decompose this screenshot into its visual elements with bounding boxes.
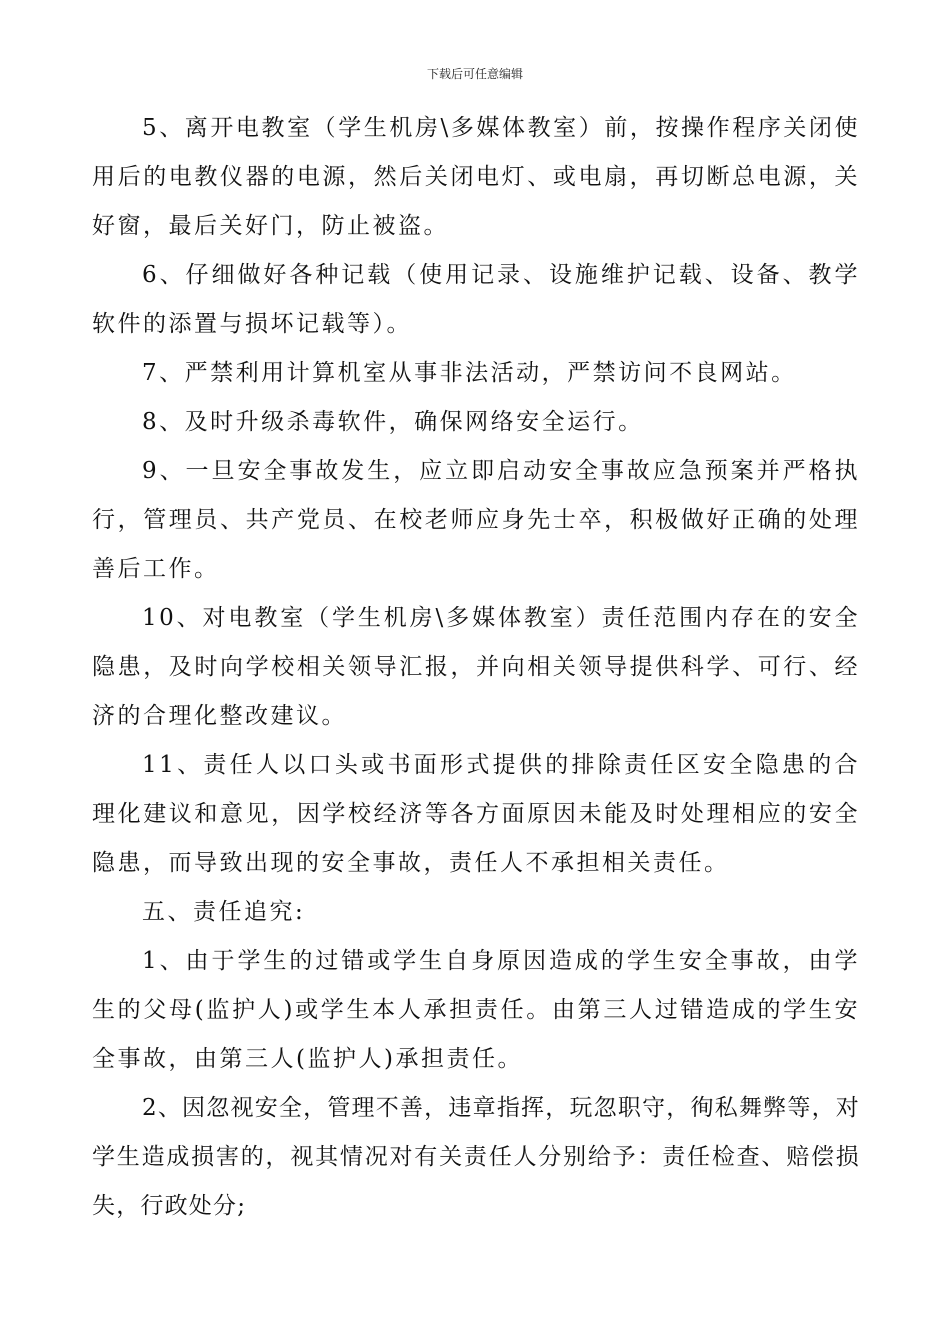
document-body xyxy=(92,104,860,1231)
page-header: 下载后可任意编辑 xyxy=(426,67,523,81)
paragraph-item-10: 10、对电教室（学生机房\多媒体教室）责任范围内存在的安全隐患，及时向学校相关领导汇报，并向相关领导提供科学、可行、经济的合理化整改建议。 xyxy=(92,605,860,729)
paragraph-item-7: 7、严禁利用计算机室从事非法活动，严禁访问不良网站。 xyxy=(142,360,797,386)
paragraph-accountability-2: 2、因忽视安全，管理不善，违章指挥，玩忽职守，徇私舞弊等，对学生造成损害的，视其情况对有关责任人分别给予：责任检查、赔偿损失，行政处分; xyxy=(92,1095,860,1219)
paragraph-item-9: 9、一旦安全事故发生，应立即启动安全事故应急预案并严格执行，管理员、共产党员、在校老师应身先士卒，积极做好正确的处理善后工作。 xyxy=(92,458,860,582)
paragraph-item-11: 11、责任人以口头或书面形式提供的排除责任区安全隐患的合理化建议和意见，因学校经济等各方面原因未能及时处理相应的安全隐患，而导致出现的安全事故，责任人不承担相关责任。 xyxy=(92,752,860,876)
paragraph-accountability-1: 1、由于学生的过错或学生自身原因造成的学生安全事故，由学生的父母(监护人)或学生本人承担责任。由第三人过错造成的学生安全事故，由第三人(监护人)承担责任。 xyxy=(92,948,860,1072)
paragraph-item-6: 6、仔细做好各种记载（使用记录、设施维护记载、设备、教学软件的添置与损坏记载等）。 xyxy=(92,262,860,337)
section-heading-responsibility: 五、责任追究: xyxy=(142,899,306,925)
paragraph-item-5: 5、离开电教室（学生机房\多媒体教室）前，按操作程序关闭使用后的电教仪器的电源，然后关闭电灯、或电扇，再切断总电源，关好窗，最后关好门，防止被盗。 xyxy=(92,115,860,239)
paragraph-item-8: 8、及时升级杀毒软件，确保网络安全运行。 xyxy=(142,409,644,435)
